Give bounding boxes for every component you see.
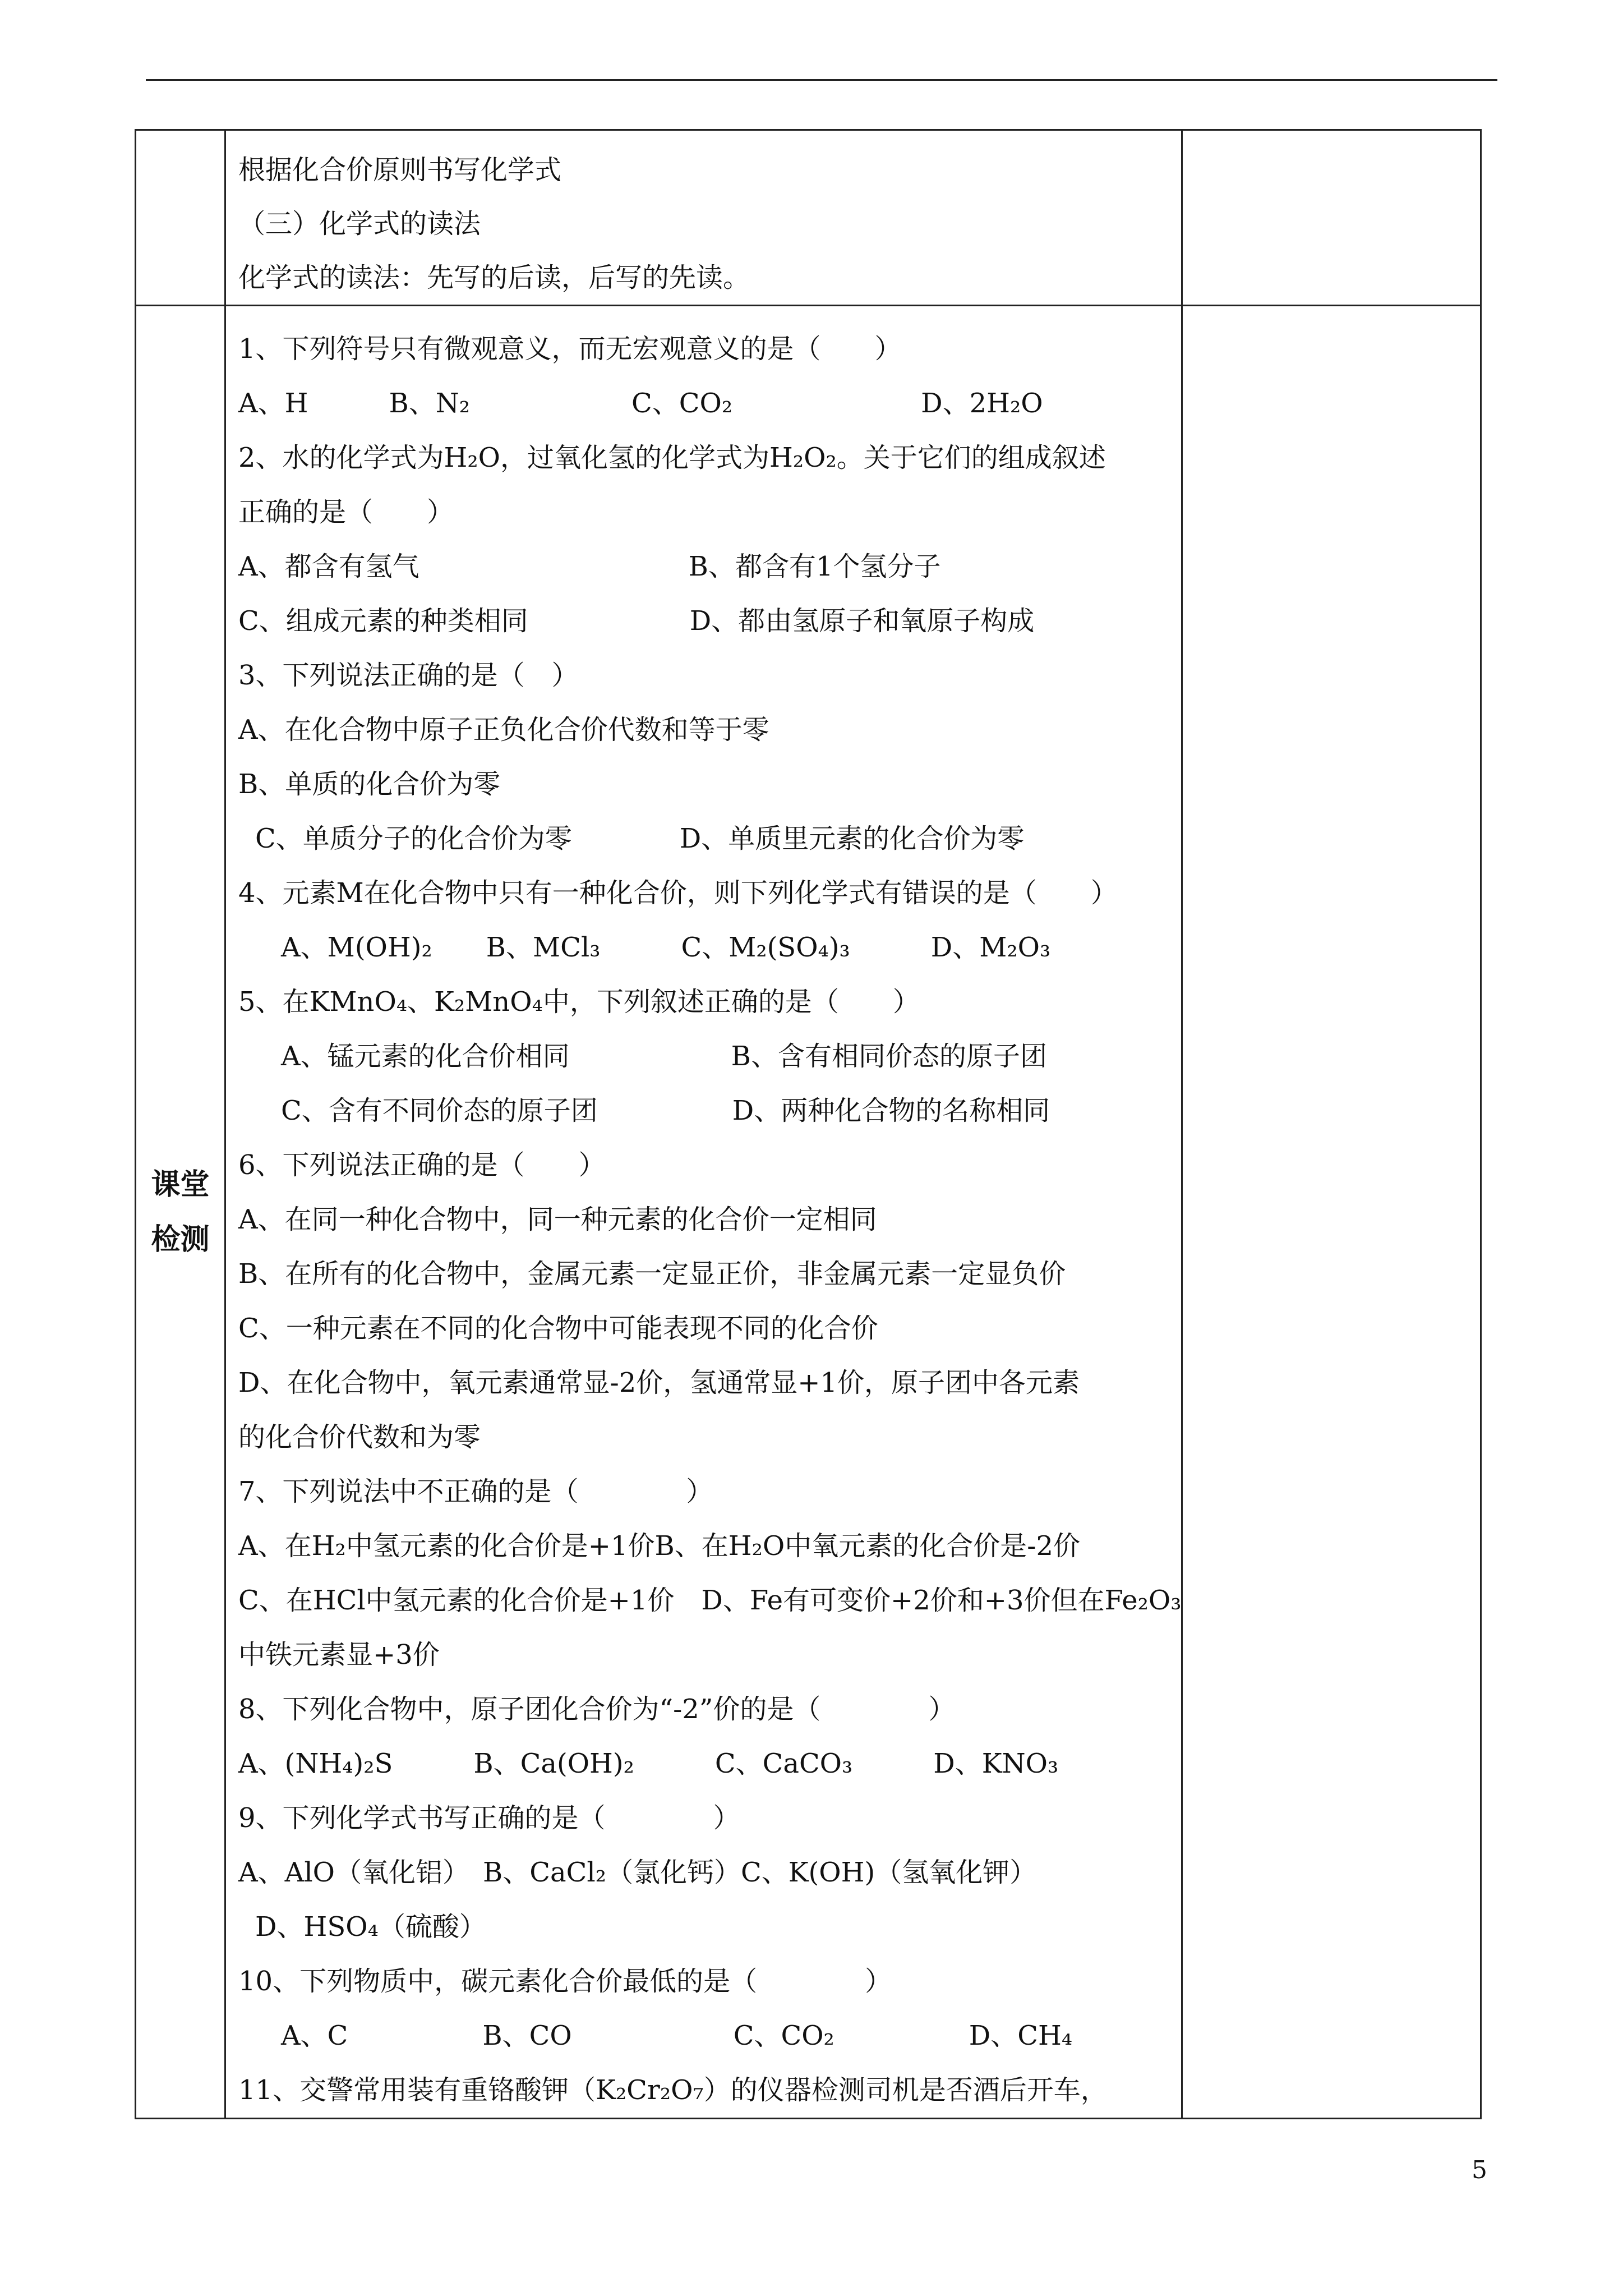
question-9: 9、下列化学式书写正确的是（ ） bbox=[238, 1802, 740, 1834]
section-label-line-1: 课堂 bbox=[151, 1167, 210, 1202]
question-5-options-cd: C、含有不同价态的原子团 D、两种化合物的名称相同 bbox=[281, 1095, 1050, 1126]
content-cell-top bbox=[225, 130, 1182, 306]
question-3: 3、下列说法正确的是（ ） bbox=[238, 660, 579, 691]
question-2-continued: 正确的是（ ） bbox=[238, 496, 454, 528]
notes-cell-top bbox=[1182, 130, 1481, 306]
question-10: 10、下列物质中，碳元素化合价最低的是（ ） bbox=[238, 1966, 892, 1997]
question-6: 6、下列说法正确的是（ ） bbox=[238, 1149, 606, 1181]
question-7: 7、下列说法中不正确的是（ ） bbox=[238, 1476, 713, 1507]
question-3-option-b: B、单质的化合价为零 bbox=[238, 769, 501, 800]
question-8: 8、下列化合物中，原子团化合价为“-2”价的是（ ） bbox=[238, 1694, 956, 1725]
question-4: 4、元素M在化合物中只有一种化合价，则下列化学式有错误的是（ ） bbox=[238, 877, 1118, 909]
line-reading-heading: （三）化学式的读法 bbox=[238, 208, 481, 240]
question-2-options-cd: C、组成元素的种类相同 D、都由氢原子和氧原子构成 bbox=[238, 605, 1035, 637]
question-8-options: A、(NH₄)₂S B、Ca(OH)₂ C、CaCO₃ D、KNO₃ bbox=[238, 1748, 1059, 1779]
question-9-options-abc: A、AlO（氧化铝） B、CaCl₂（氯化钙）C、K(OH)（氢氧化钾） bbox=[238, 1857, 1037, 1888]
question-1-options: A、H B、N₂ C、CO₂ D、2H₂O bbox=[238, 388, 1043, 419]
question-7-option-d-continued: 中铁元素显+3价 bbox=[238, 1639, 440, 1671]
question-6-option-d: D、在化合物中，氧元素通常显-2价，氢通常显+1价，原子团中各元素 bbox=[238, 1367, 1080, 1398]
section-label-cell bbox=[136, 306, 225, 2119]
question-3-options-cd: C、单质分子的化合价为零 D、单质里元素的化合价为零 bbox=[255, 823, 1025, 854]
line-writing-rule: 根据化合价原则书写化学式 bbox=[238, 154, 562, 186]
table-row-top bbox=[136, 130, 1481, 306]
question-6-option-c: C、一种元素在不同的化合物中可能表现不同的化合价 bbox=[238, 1313, 878, 1344]
question-6-option-d-continued: 的化合价代数和为零 bbox=[238, 1421, 481, 1453]
question-11: 11、交警常用装有重铬酸钾（K₂Cr₂O₇）的仪器检测司机是否酒后开车， bbox=[238, 2074, 1108, 2106]
question-3-option-a: A、在化合物中原子正负化合价代数和等于零 bbox=[238, 714, 769, 746]
question-7-options-ab: A、在H₂中氢元素的化合价是+1价B、在H₂O中氧元素的化合价是-2价 bbox=[238, 1530, 1081, 1562]
label-cell-empty bbox=[136, 130, 225, 306]
question-9-option-d: D、HSO₄（硫酸） bbox=[255, 1911, 486, 1943]
question-6-option-a: A、在同一种化合物中，同一种元素的化合价一定相同 bbox=[238, 1204, 877, 1235]
question-1: 1、下列符号只有微观意义，而无宏观意义的是（ ） bbox=[238, 333, 902, 365]
question-10-options: A、C B、CO C、CO₂ D、CH₄ bbox=[281, 2020, 1073, 2051]
question-7-options-cd: C、在HCl中氢元素的化合价是+1价 D、Fe有可变价+2价和+3价但在Fe₂O₃ bbox=[238, 1585, 1182, 1616]
section-label-line-2: 检测 bbox=[151, 1222, 210, 1257]
line-reading-rule: 化学式的读法：先写的后读，后写的先读。 bbox=[238, 262, 750, 293]
question-5-options-ab: A、锰元素的化合价相同 B、含有相同价态的原子团 bbox=[281, 1041, 1047, 1072]
header-rule bbox=[146, 79, 1497, 81]
question-6-option-b: B、在所有的化合物中，金属元素一定显正价，非金属元素一定显负价 bbox=[238, 1258, 1066, 1290]
table-row-classroom-test bbox=[136, 306, 1481, 2119]
notes-cell-questions bbox=[1182, 306, 1481, 2119]
page-number: 5 bbox=[1472, 2156, 1487, 2184]
question-2: 2、水的化学式为H₂O，过氧化氢的化学式为H₂O₂。关于它们的组成叙述 bbox=[238, 442, 1106, 473]
question-4-options: A、M(OH)₂ B、MCl₃ C、M₂(SO₄)₃ D、M₂O₃ bbox=[281, 932, 1051, 963]
content-cell-questions bbox=[225, 306, 1182, 2119]
worksheet-table bbox=[135, 129, 1482, 2119]
question-2-options-ab: A、都含有氢气 B、都含有1个氢分子 bbox=[238, 551, 941, 582]
question-5: 5、在KMnO₄、K₂MnO₄中，下列叙述正确的是（ ） bbox=[238, 986, 920, 1018]
